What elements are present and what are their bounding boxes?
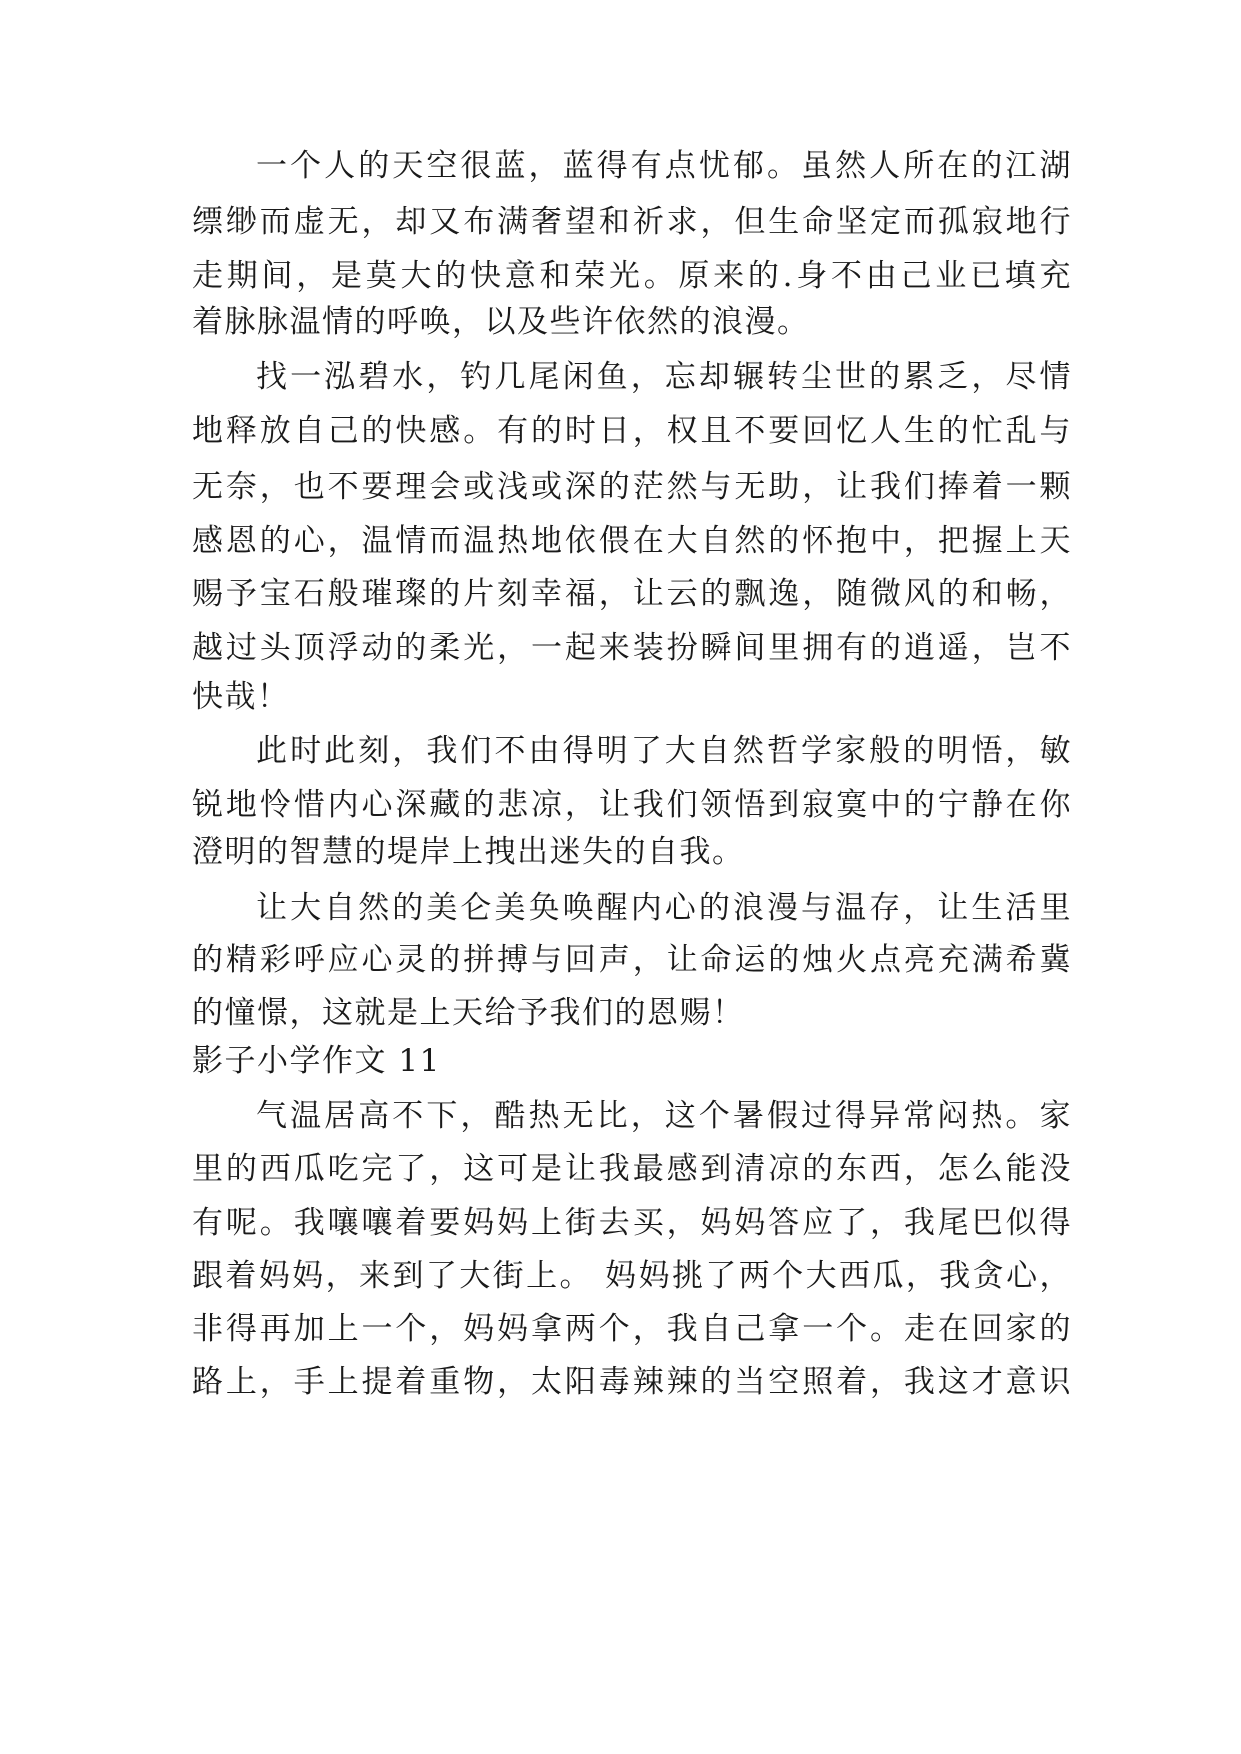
text-line: 无奈，也不要理会或浅或深的茫然与无助，让我们捧着一颗 (192, 469, 1072, 505)
text-line: 里的西瓜吃完了，这可是让我最感到清凉的东西，怎么能没 (192, 1151, 1072, 1187)
text-line: 着脉脉温情的呼唤，以及些许依然的浪漫。 (192, 304, 810, 340)
text-line: 的精彩呼应心灵的拼搏与回声，让命运的烛火点亮充满希冀 (192, 942, 1072, 978)
text-line: 找一泓碧水，钓几尾闲鱼，忘却辗转尘世的累乏，尽情 (256, 359, 1072, 395)
text-line: 锐地怜惜内心深藏的悲凉，让我们领悟到寂寞中的宁静在你 (192, 787, 1072, 823)
text-line: 感恩的心，温情而温热地依偎在大自然的怀抱中，把握上天 (192, 523, 1072, 559)
text-line: 快哉！ (192, 679, 290, 715)
text-line: 气温居高不下，酷热无比，这个暑假过得异常闷热。家 (256, 1098, 1072, 1134)
text-line: 赐予宝石般璀璨的片刻幸福，让云的飘逸，随微风的和畅， (192, 576, 1072, 612)
text-line: 非得再加上一个，妈妈拿两个，我自己拿一个。走在回家的 (192, 1311, 1072, 1347)
text-line: 地释放自己的快感。有的时日，权且不要回忆人生的忙乱与 (192, 413, 1072, 449)
text-line: 澄明的智慧的堤岸上拽出迷失的自我。 (192, 834, 745, 870)
text-line: 越过头顶浮动的柔光，一起来装扮瞬间里拥有的逍遥，岂不 (192, 630, 1072, 666)
text-line: 让大自然的美仑美奂唤醒内心的浪漫与温存，让生活里 (256, 890, 1072, 926)
text-line: 缥缈而虚无，却又布满奢望和祈求，但生命坚定而孤寂地行 (192, 204, 1072, 240)
section-heading: 影子小学作文 11 (192, 1043, 441, 1079)
text-line: 此时此刻，我们不由得明了大自然哲学家般的明悟，敏 (256, 733, 1072, 769)
text-line: 一个人的天空很蓝，蓝得有点忧郁。虽然人所在的江湖 (256, 148, 1072, 184)
text-line: 路上，手上提着重物，太阳毒辣辣的当空照着，我这才意识 (192, 1364, 1072, 1400)
text-line: 的憧憬，这就是上天给予我们的恩赐！ (192, 995, 745, 1031)
text-line: 跟着妈妈，来到了大街上。 妈妈挑了两个大西瓜，我贪心， (192, 1258, 1072, 1294)
text-line: 有呢。我嚷嚷着要妈妈上街去买，妈妈答应了，我尾巴似得 (192, 1205, 1072, 1241)
text-line: 走期间，是莫大的快意和荣光。原来的.身不由己业已填充 (192, 258, 1072, 294)
